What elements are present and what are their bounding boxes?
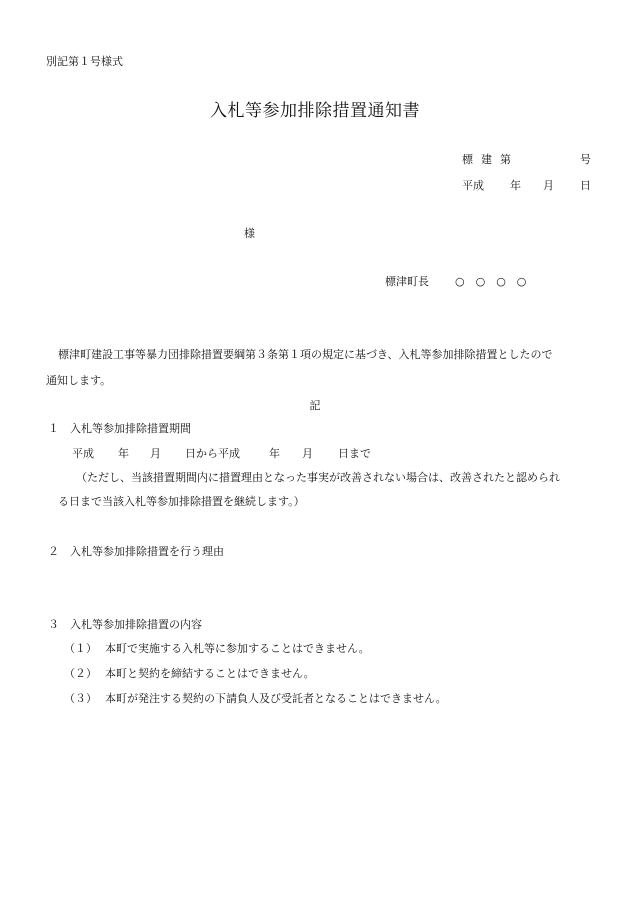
list-item-text: 本町で実施する入札等に参加することはできません。 [105, 642, 370, 655]
date-day: 日 [580, 179, 591, 192]
section-2-heading: ２ 入札等参加排除措置を行う理由 [48, 545, 224, 558]
body-text-line-1: 標津町建設工事等暴力団排除措置要綱第３条第１項の規定に基づき、入札等参加排除措置としたので [58, 348, 553, 361]
reference-char-2: 建 [481, 153, 492, 166]
section-1-note-line-2: る日まで当該入札等参加排除措置を継続します。） [58, 495, 305, 508]
reference-char-1: 標 [462, 153, 473, 166]
period-part-2: 年 [118, 447, 129, 460]
list-item [64, 640, 370, 656]
ki-heading: 記 [309, 399, 321, 412]
list-item [64, 690, 447, 706]
document-title: 入札等参加排除措置通知書 [210, 101, 420, 121]
list-item-text: 本町と契約を締結することはできません。 [105, 667, 315, 680]
list-item-number: （２） [64, 667, 97, 680]
reference-char-4: 号 [580, 153, 591, 166]
body-text-line-2: 通知します。 [46, 374, 112, 387]
list-item-number: （１） [64, 642, 97, 655]
reference-char-3: 第 [500, 153, 511, 166]
period-part-6: 月 [302, 447, 313, 460]
sender-title: 標津町長 [385, 275, 429, 288]
sender-name: ○ ○ ○ ○ [455, 275, 527, 288]
list-item-text: 本町が発注する契約の下請負人及び受託者となることはできません。 [105, 692, 447, 705]
section-1-note-line-1: （ただし、当該措置期間内に措置理由となった事実が改善されない場合は、改善されたと認められ [76, 471, 560, 484]
period-part-4: 日から平成 [185, 447, 240, 460]
section-3-heading: ３ 入札等参加排除措置の内容 [48, 618, 202, 631]
list-item-number: （３） [64, 692, 97, 705]
section-1-heading: １ 入札等参加排除措置期間 [48, 422, 191, 435]
date-era: 平成 [462, 179, 484, 192]
period-part-7: 日まで [338, 447, 371, 460]
list-item [64, 665, 315, 681]
form-number: 別記第１号様式 [46, 55, 123, 68]
period-part-3: 月 [150, 447, 161, 460]
addressee-suffix: 様 [244, 227, 255, 240]
period-part-5: 年 [269, 447, 280, 460]
period-part-1: 平成 [72, 447, 94, 460]
date-month: 月 [543, 179, 554, 192]
date-year: 年 [510, 179, 521, 192]
